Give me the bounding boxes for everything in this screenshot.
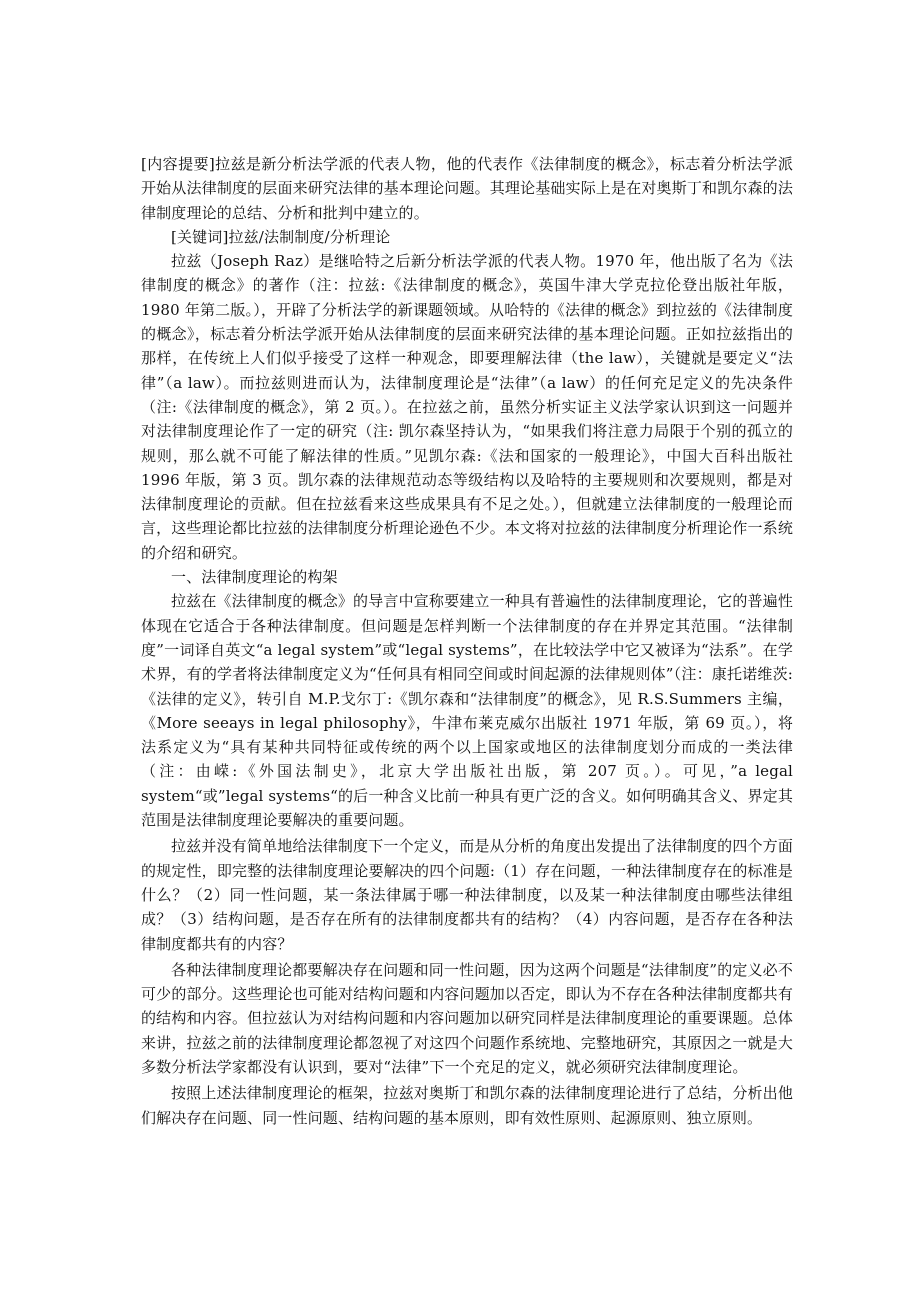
keywords-line: [关键词]拉兹/法制制度/分析理论	[171, 227, 391, 246]
body-paragraph: 各种法律制度理论都要解决存在问题和同一性问题，因为这两个问题是“法律制度”的定义必不可少的部分。这些理论也可能对结构问题和内容问题加以否定，即认为不存在各种法律制度都共有的结构和内容。但拉兹认为对结构问题和内容问题加以研究同样是法律制度理论的重要课题。总体来讲，拉兹之前的法律制度理论都忽视了对这四个问题作系统地、完整地研究，其原因之一就是大多数分析法学家都没有认识到，要对“法律”下一个充足的定义，就必须研究法律制度理论。	[141, 960, 793, 1076]
section-heading: 一、法律制度理论的构架	[171, 568, 338, 587]
abstract-paragraph: [内容提要]拉兹是新分析法学派的代表人物，他的代表作《法律制度的概念》，标志着分析法学派开始从法律制度的层面来研究法律的基本理论问题。其理论基础实际上是在对奥斯丁和凯尔森的法律制度理论的总结、分析和批判中建立的。	[141, 155, 793, 222]
body-paragraph: 按照上述法律制度理论的框架，拉兹对奥斯丁和凯尔森的法律制度理论进行了总结，分析出他们解决存在问题、同一性问题、结构问题的基本原则，即有效性原则、起源原则、独立原则。	[141, 1084, 793, 1127]
body-paragraph: 拉兹并没有简单地给法律制度下一个定义，而是从分析的角度出发提出了法律制度的四个方面的规定性，即完整的法律制度理论要解决的四个问题:（1）存在问题，一种法律制度存在的标准是什么？（2）同一性问题，某一条法律属于哪一种法律制度，以及某一种法律制度由哪些法律组成？（3）结构问题，是否存在所有的法律制度都共有的结构？（4）内容问题，是否存在各种法律制度都共有的内容？	[141, 837, 793, 953]
body-paragraph: 拉兹在《法律制度的概念》的导言中宣称要建立一种具有普遍性的法律制度理论，它的普遍性体现在它适合于各种法律制度。但问题是怎样判断一个法律制度的存在并界定其范围。“法律制度”一词译自英文“a legal system”或“legal systems”，在比较法学中它又被译为“法系”。在学术界，有的学者将法律制度定义为“任何具有相同空间或时间起源的法律规则体”（注：康托诺维茨:《法律的定义》，转引自 M.P.戈尔丁:《凯尔森和“法律制度”的概念》，见 R.S.Summers 主编，《More seeays in legal philosophy》，牛津布莱克威尔出版社 1971 年版，第 69 页。），将法系定义为“具有某种共同特征或传统的两个以上国家或地区的法律制度划分而成的一类法律（注：由嵘:《外国法制史》，北京大学出版社出版，第 207 页。）。可见，”a legal system“或”legal systems“的后一种含义比前一种具有更广泛的含义。如何明确其含义、界定其范围是法律制度理论要解决的重要问题。	[141, 592, 793, 830]
document-body	[141, 152, 793, 1130]
intro-paragraph: 拉兹（Joseph Raz）是继哈特之后新分析法学派的代表人物。1970 年，他出版了名为《法律制度的概念》的著作（注：拉兹:《法律制度的概念》，英国牛津大学克拉伦登出版社年版，1980 年第二版。），开辟了分析法学的新课题领域。从哈特的《法律的概念》到拉兹的《法律制度的概念》，标志着分析法学派开始从法律制度的层面来研究法律的基本理论问题。正如拉兹指出的那样，在传统上人们似乎接受了这样一种观念，即要理解法律（the law），关键就是要定义“法律”（a law）。而拉兹则进而认为，法律制度理论是“法律”（a law）的任何充足定义的先决条件（注:《法律制度的概念》，第 2 页。）。在拉兹之前，虽然分析实证主义法学家认识到这一问题并对法律制度理论作了一定的研究（注: 凯尔森坚持认为，“如果我们将注意力局限于个别的孤立的规则，那么就不可能了解法律的性质。”见凯尔森:《法和国家的一般理论》，中国大百科出版社 1996 年版，第 3 页。凯尔森的法律规范动态等级结构以及哈特的主要规则和次要规则，都是对法律制度理论的贡献。但在拉兹看来这些成果具有不足之处。），但就建立法律制度的一般理论而言，这些理论都比拉兹的法律制度分析理论逊色不少。本文将对拉兹的法律制度分析理论作一系统的介绍和研究。	[141, 252, 793, 562]
